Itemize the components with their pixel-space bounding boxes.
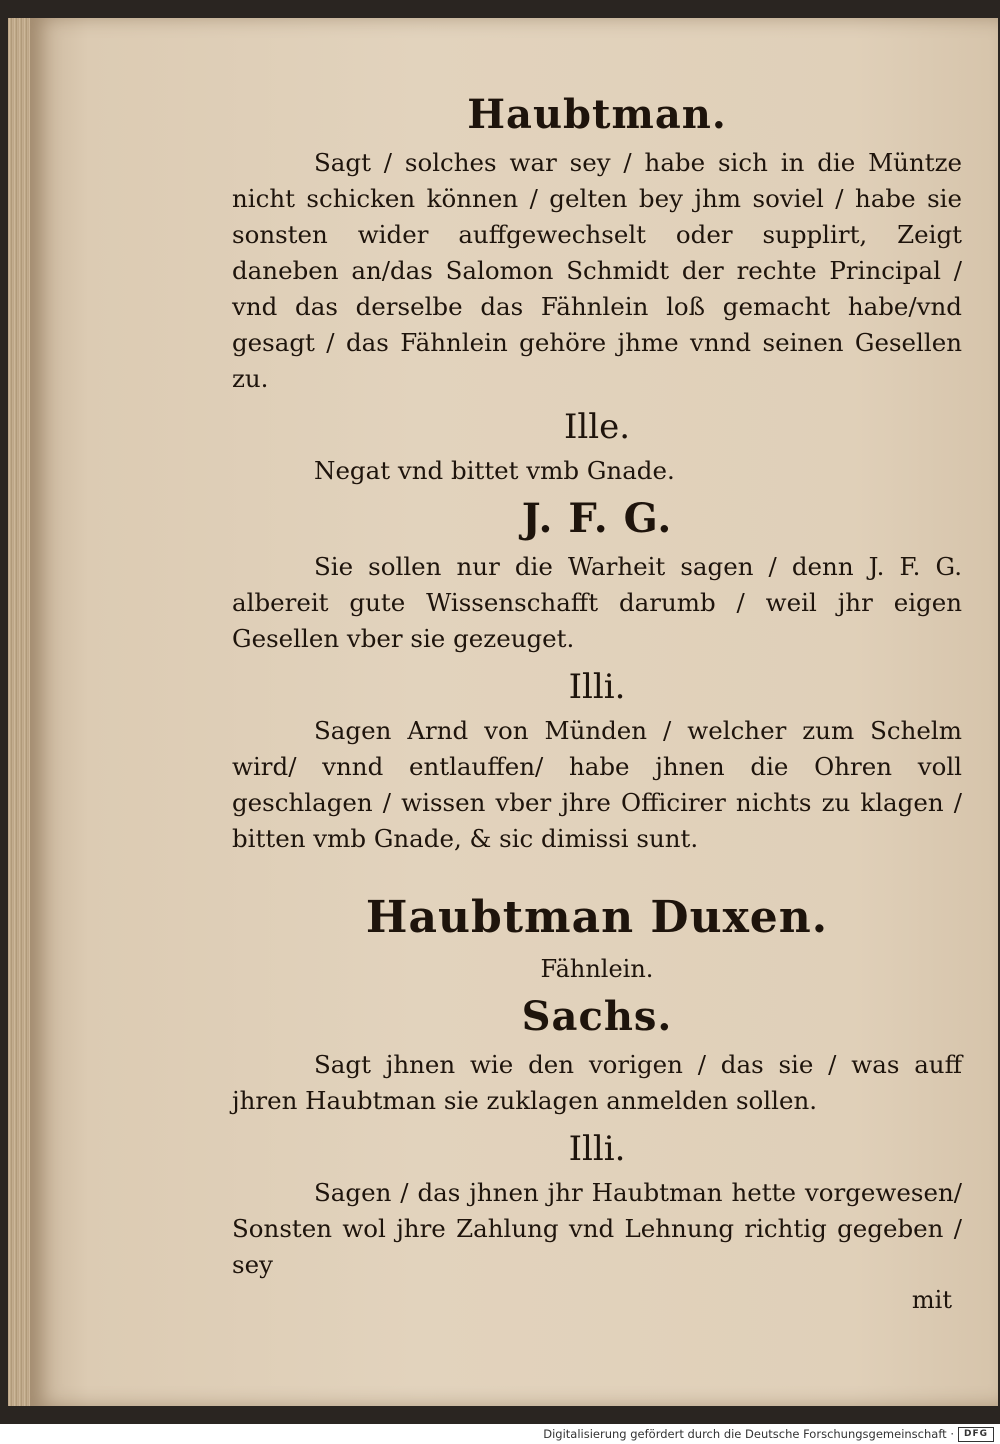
page-edge [8, 18, 30, 1406]
speaker-ille: Ille. [563, 407, 631, 447]
paragraph: Negat vnd bittet vmb Gnade. [314, 456, 675, 485]
speaker-illi: Illi. [568, 667, 626, 707]
heading-jfg: J. F. G. [521, 495, 673, 542]
speaker-illi: Illi. [568, 1129, 626, 1169]
footer-bar [0, 1424, 1000, 1444]
heading-sachs: Sachs. [521, 993, 673, 1040]
catchword: mit [911, 1286, 952, 1314]
footer-credit: Digitalisierung gefördert durch die Deutsche Forschungsgemeinschaft · [543, 1427, 954, 1441]
spacer [232, 857, 962, 885]
page-text [232, 85, 962, 1317]
paragraph: Sie sollen nur die Warheit sagen / denn J. F. G. albereit gute Wissenschafft darumb / weil jhr eigen Gesellen vber sie gezeuget. [232, 552, 962, 653]
paragraph: Sagt jhnen wie den vorigen / das sie / was auff jhren Haubtman sie zuklagen anmelden sollen. [232, 1050, 962, 1115]
dfg-logo-icon: DFG [958, 1427, 994, 1442]
heading-haubtman-duxen: Haubtman Duxen. [365, 892, 829, 943]
heading-haubtman: Haubtman. [467, 91, 727, 138]
paragraph: Sagen Arnd von Münden / welcher zum Schelm wird/ vnnd entlauffen/ habe jhnen die Ohren voll geschlagen / wissen vber jhre Officirer nichts zu klagen / bitten vmb Gnade, & sic dimissi sunt. [232, 716, 962, 853]
paragraph: Sagen / das jhnen jhr Haubtman hette vorgewesen/ Sonsten wol jhre Zahlung vnd Lehnung richtig gegeben / sey [232, 1178, 962, 1279]
paragraph: Sagt / solches war sey / habe sich in die Müntze nicht schicken können / gelten bey jhm soviel / habe sie sonsten wider auffgewechselt oder supplirt, Zeigt daneben an/das Salomon Schmidt der rechte Principal / vnd das derselbe das Fähnlein loß gemacht habe/vnd gesagt / das Fähnlein gehöre jhme vnnd seinen Gesellen zu. [232, 148, 962, 393]
subheading-faehnlein: Fähnlein. [540, 955, 654, 983]
